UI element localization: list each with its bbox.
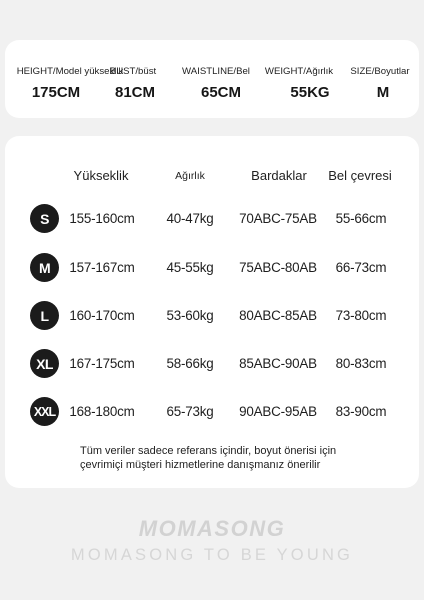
model-waist-label: WAISTLINE/Bel — [182, 66, 250, 77]
size-row — [5, 204, 419, 236]
size-row — [5, 253, 419, 285]
height-range: 160-170cm — [69, 308, 135, 323]
waist-range: 66-73cm — [335, 260, 387, 275]
size-row — [5, 301, 419, 333]
header-cups: Bardaklar — [251, 168, 307, 183]
model-size-value: M — [376, 84, 390, 101]
model-bust-label: BUST/büst — [109, 66, 157, 77]
weight-range: 45-55kg — [166, 260, 214, 275]
height-range: 155-160cm — [69, 211, 135, 226]
size-badge: L — [30, 301, 59, 330]
weight-range: 65-73kg — [166, 404, 214, 419]
model-weight-label: WEIGHT/Ağırlık — [264, 66, 334, 77]
height-range: 157-167cm — [69, 260, 135, 275]
size-badge: M — [30, 253, 59, 282]
model-height-value: 175CM — [31, 84, 81, 101]
waist-range: 80-83cm — [335, 356, 387, 371]
model-waist-value: 65CM — [200, 84, 242, 101]
waist-range: 55-66cm — [335, 211, 387, 226]
size-chart-card — [5, 136, 419, 488]
cup-range: 85ABC-90AB — [239, 356, 317, 371]
model-height-label: HEIGHT/Model yükseklik — [16, 66, 124, 77]
reference-note — [80, 444, 380, 472]
header-weight: Ağırlık — [175, 170, 205, 182]
size-badge: S — [30, 204, 59, 233]
weight-range: 40-47kg — [166, 211, 214, 226]
waist-range: 83-90cm — [335, 404, 387, 419]
cup-range: 80ABC-85AB — [239, 308, 317, 323]
size-row — [5, 397, 419, 429]
weight-range: 53-60kg — [166, 308, 214, 323]
reference-note-line: çevrimiçi müşteri hizmetlerine danışmanız önerilir — [80, 459, 321, 471]
height-range: 168-180cm — [69, 404, 135, 419]
header-height: Yükseklik — [73, 168, 129, 183]
size-row — [5, 349, 419, 381]
weight-range: 58-66kg — [166, 356, 214, 371]
cup-range: 90ABC-95AB — [239, 404, 317, 419]
model-bust-value: 81CM — [114, 84, 156, 101]
header-waist: Bel çevresi — [328, 168, 392, 183]
model-weight-value: 55KG — [290, 84, 330, 101]
model-size-label: SIZE/Boyutlar — [350, 66, 410, 77]
brand-logo-text: MOMASONG — [138, 516, 286, 541]
height-range: 167-175cm — [69, 356, 135, 371]
cup-range: 70ABC-75AB — [239, 211, 317, 226]
cup-range: 75ABC-80AB — [239, 260, 317, 275]
reference-note-line: Tüm veriler sadece referans içindir, boyut önerisi için — [80, 445, 337, 457]
waist-range: 73-80cm — [335, 308, 387, 323]
model-measurements-card — [5, 40, 419, 118]
size-badge: XXL — [30, 397, 59, 426]
size-badge: XL — [30, 349, 59, 378]
brand-slogan: MOMASONG TO BE YOUNG — [70, 546, 354, 564]
